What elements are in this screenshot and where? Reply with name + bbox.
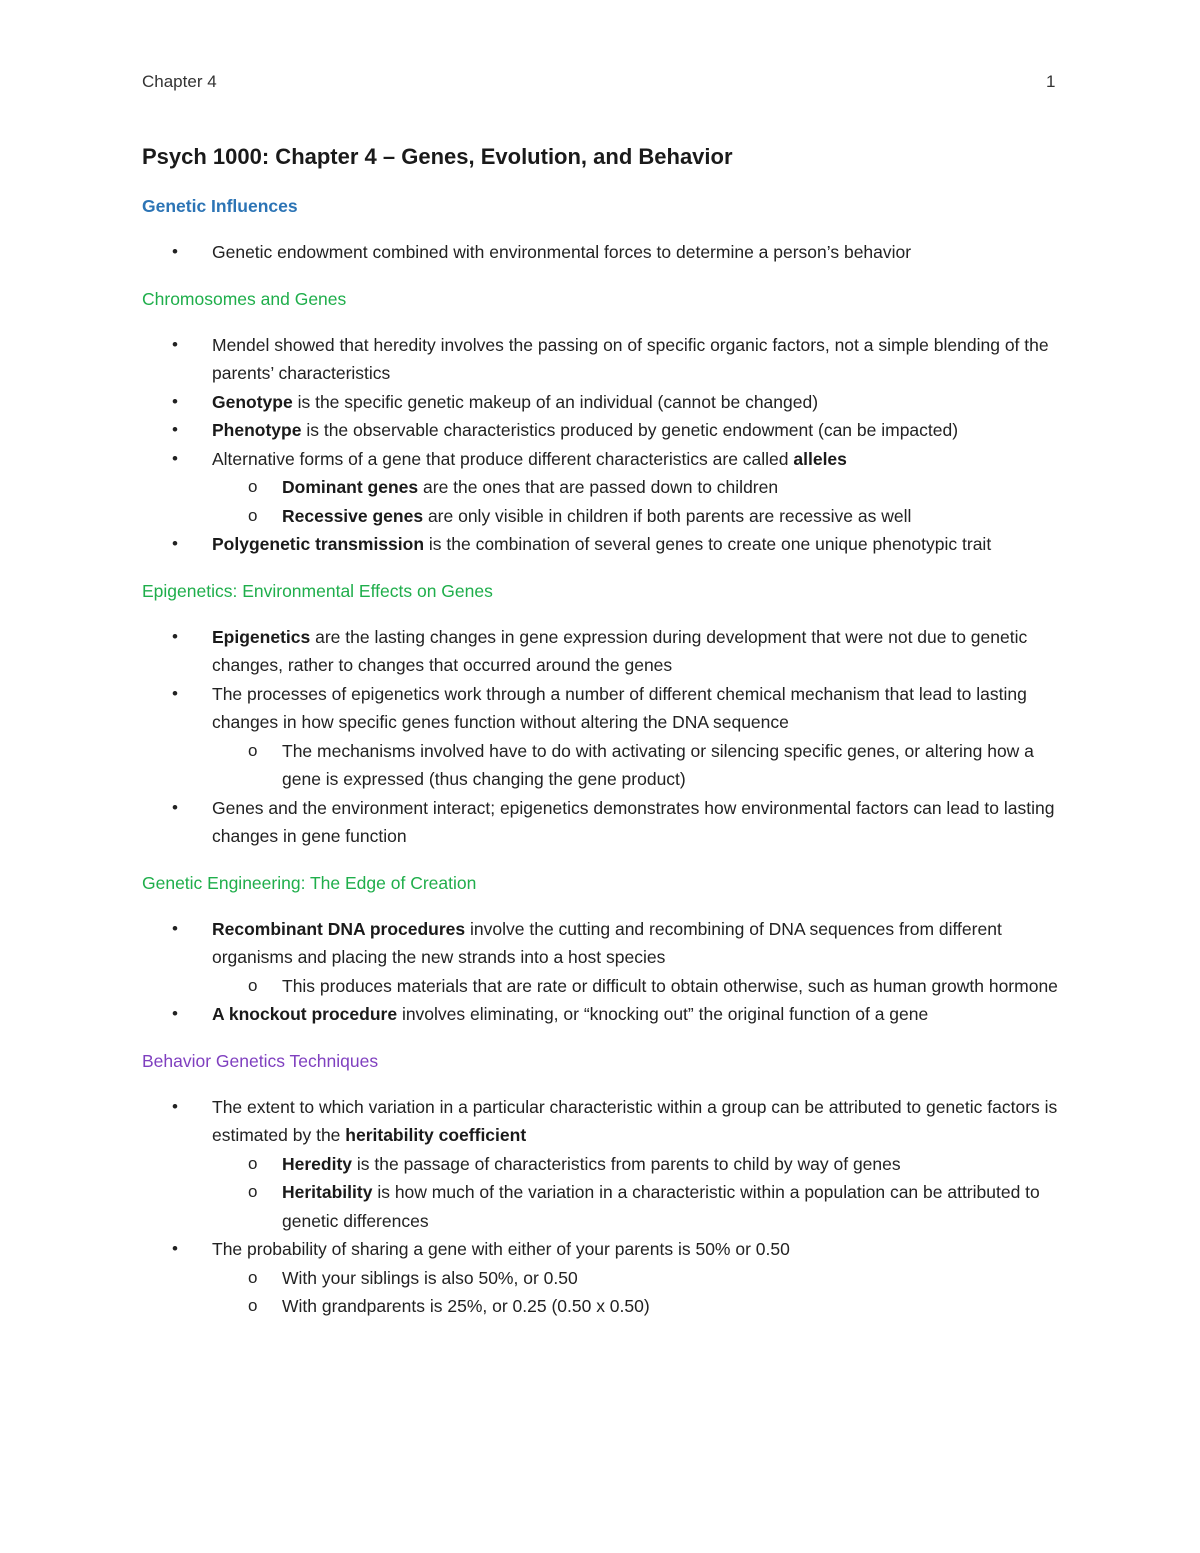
sub-list <box>212 737 1062 794</box>
sub-list-item: o Heritability is how much of the variation in a characteristic within a population can be attributed to genetic differences <box>212 1178 1062 1235</box>
term: Phenotype <box>212 420 302 440</box>
bullet-icon: • <box>172 391 178 411</box>
term: Epigenetics <box>212 626 311 647</box>
bullet-icon: • <box>172 683 178 703</box>
sub-list <box>212 1264 1062 1321</box>
sub-bullet-icon: o <box>248 1267 258 1287</box>
bullet-icon: • <box>172 1096 178 1116</box>
list-item: • Recombinant DNA procedures involve the cutting and recombining of DNA sequences from different organisms and placing the new strands into a host species o This produces materials that are rate or difficult to obtain otherwise, such as human growth hormone <box>142 915 1062 1001</box>
bullet-icon: • <box>172 448 178 468</box>
bullet-list <box>142 1093 1062 1321</box>
bullet-list <box>142 915 1062 1029</box>
list-item: • Alternative forms of a gene that produce different characteristics are called alleles o Dominant genes are the ones that are passed down to children o Recessive genes are only visible in children if both parents are recessive as well <box>142 445 1062 531</box>
term: heritability coefficient <box>345 1125 527 1145</box>
section-heading-chromosomes: Chromosomes and Genes <box>142 288 347 309</box>
sub-list-item: o Dominant genes are the ones that are passed down to children <box>212 473 1062 502</box>
bullet-icon: • <box>172 334 178 354</box>
sub-bullet-icon: o <box>248 505 258 525</box>
document-title: Psych 1000: Chapter 4 – Genes, Evolution, and Behavior <box>142 144 733 169</box>
bullet-icon: • <box>172 1239 178 1258</box>
bullet-icon: • <box>172 420 178 439</box>
section-heading-behavior-genetics: Behavior Genetics Techniques <box>142 1050 379 1071</box>
section-heading-genetic-influences: Genetic Influences <box>142 196 298 216</box>
sub-bullet-icon: o <box>248 1153 258 1173</box>
sub-list <box>212 972 1062 1001</box>
sub-list-item: o The mechanisms involved have to do with activating or silencing specific genes, or altering how a gene is expressed (thus changing the gene product) <box>212 737 1062 794</box>
bullet-icon: • <box>172 242 178 261</box>
term: Polygenetic transmission <box>212 534 425 554</box>
bullet-icon: • <box>172 1004 178 1023</box>
list-item: • The extent to which variation in a particular characteristic within a group can be attributed to genetic factors is estimated by the heritability coefficient o Heredity is the passage of characteristics from parents to child by way of genes o Heritability is how much of the variation in a characteristic within a population can be attributed to genetic differences <box>142 1093 1062 1236</box>
bullet-list <box>142 238 1062 267</box>
sub-list-item: o Recessive genes are only visible in children if both parents are recessive as well <box>212 502 1062 531</box>
list-item: • Epigenetics are the lasting changes in gene expression during development that were not due to genetic changes, rather to changes that occurred around the genes <box>142 623 1062 680</box>
bullet-list <box>142 623 1062 851</box>
page-number: 1 <box>1046 72 1056 91</box>
sub-list-item: o With grandparents is 25%, or 0.25 (0.50 x 0.50) <box>212 1292 1062 1321</box>
term: alleles <box>793 448 847 469</box>
list-item: • Genes and the environment interact; epigenetics demonstrates how environmental factors can lead to lasting changes in gene function <box>142 794 1062 851</box>
sub-list-item: o Heredity is the passage of characteristics from parents to child by way of genes <box>212 1150 1062 1179</box>
sub-bullet-icon: o <box>248 1182 258 1201</box>
list-item: • The probability of sharing a gene with either of your parents is 50% or 0.50 o With your siblings is also 50%, or 0.50 o With grandparents is 25%, or 0.25 (0.50 x 0.50) <box>142 1235 1062 1321</box>
sub-bullet-icon: o <box>248 975 258 995</box>
term: Heredity <box>282 1153 353 1174</box>
term: Genotype <box>212 391 293 412</box>
bullet-icon: • <box>172 626 178 646</box>
list-item: • Genotype is the specific genetic makeup of an individual (cannot be changed) <box>142 388 1062 417</box>
list-item: • Polygenetic transmission is the combination of several genes to create one unique phenotypic trait <box>142 530 1062 559</box>
list-item: • The processes of epigenetics work through a number of different chemical mechanism that lead to lasting changes in how specific genes function without altering the DNA sequence o The mechanisms involved have to do with activating or silencing specific genes, or altering how a gene is expressed (thus changing the gene product) <box>142 680 1062 794</box>
running-header: Chapter 4 <box>142 72 217 91</box>
bullet-icon: • <box>172 797 178 817</box>
section-heading-genetic-engineering: Genetic Engineering: The Edge of Creation <box>142 872 477 893</box>
term: Recombinant DNA procedures <box>212 918 466 939</box>
list-item: • Genetic endowment combined with environmental forces to determine a person’s behavior <box>142 238 1062 267</box>
document-body <box>142 142 1062 1341</box>
term: A knockout procedure <box>212 1004 398 1024</box>
sub-bullet-icon: o <box>248 740 258 760</box>
term: Heritability <box>282 1182 373 1202</box>
list-item: • Mendel showed that heredity involves the passing on of specific organic factors, not a simple blending of the parents’ characteristics <box>142 331 1062 388</box>
list-item: • A knockout procedure involves eliminating, or “knocking out” the original function of a gene <box>142 1000 1062 1029</box>
bullet-list <box>142 331 1062 559</box>
bullet-icon: • <box>172 918 178 938</box>
bullet-icon: • <box>172 534 178 553</box>
term: Dominant genes <box>282 477 419 497</box>
sub-list-item: o With your siblings is also 50%, or 0.50 <box>212 1264 1062 1293</box>
sub-list <box>212 1150 1062 1236</box>
sub-bullet-icon: o <box>248 1296 258 1315</box>
list-item: • Phenotype is the observable characteristics produced by genetic endowment (can be impacted) <box>142 416 1062 445</box>
sub-bullet-icon: o <box>248 477 258 496</box>
term: Recessive genes <box>282 505 424 526</box>
sub-list <box>212 473 1062 530</box>
section-heading-epigenetics: Epigenetics: Environmental Effects on Genes <box>142 580 493 601</box>
sub-list-item: o This produces materials that are rate or difficult to obtain otherwise, such as human growth hormone <box>212 972 1062 1001</box>
